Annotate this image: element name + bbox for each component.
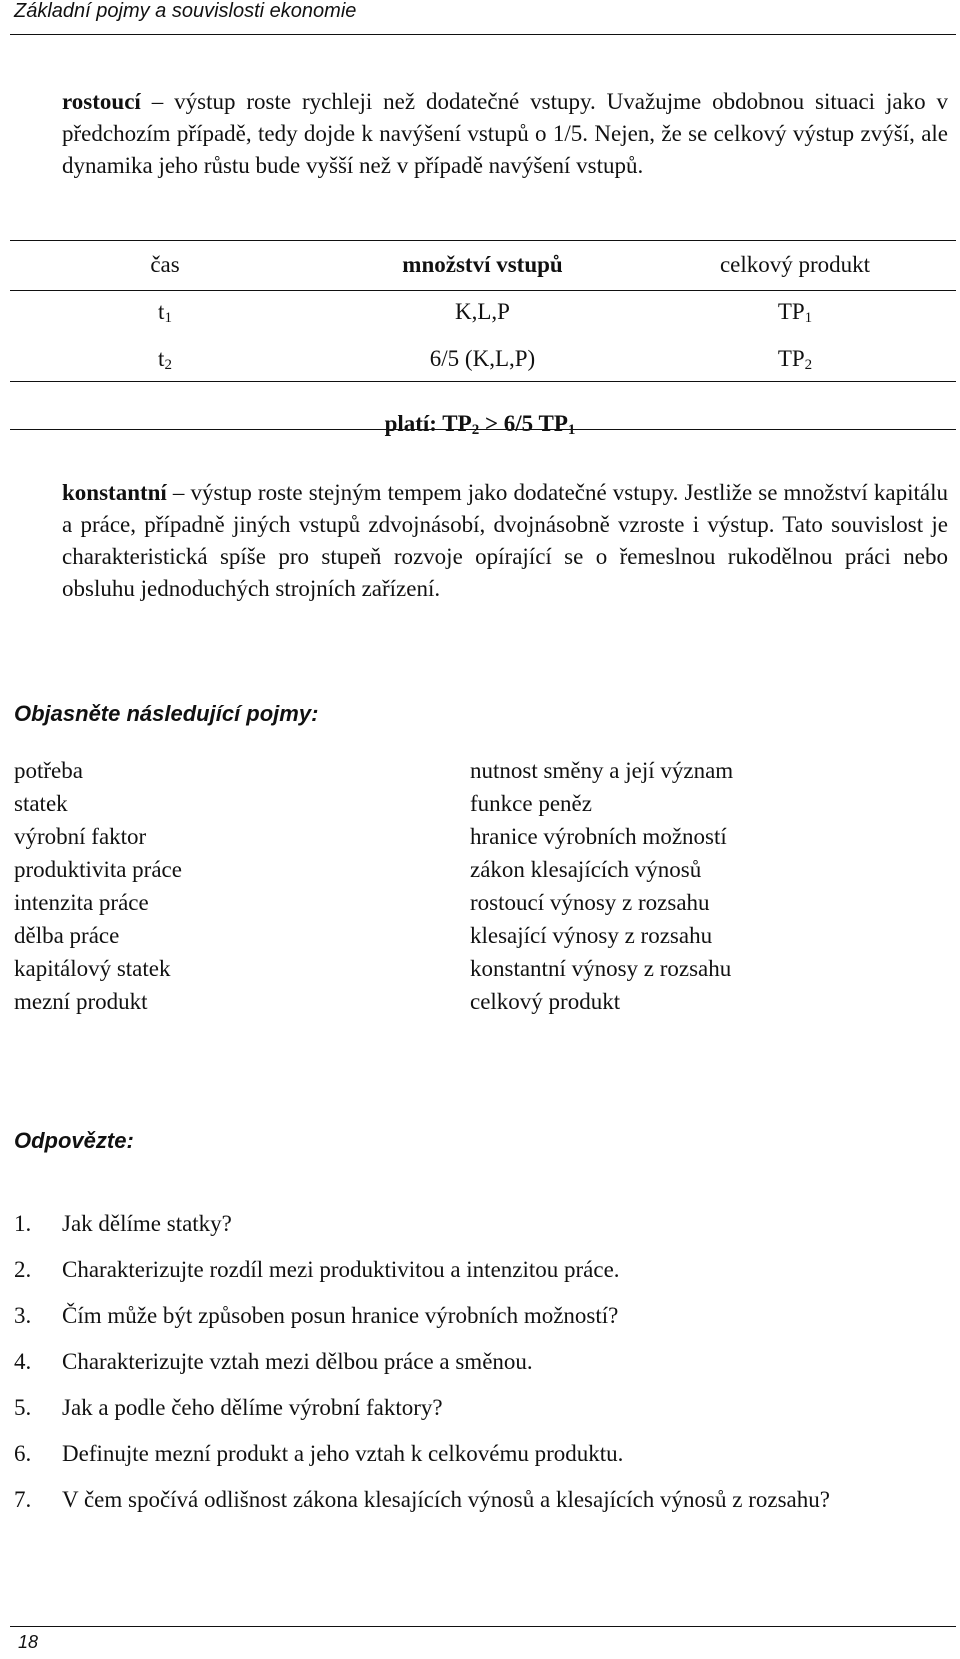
table-header-product: celkový produkt bbox=[719, 252, 871, 277]
terms-left-list bbox=[14, 754, 182, 1018]
question-item: 7. V čem spočívá odlišnost zákona klesajících výnosů a klesajících výnosů z rozsahu? bbox=[14, 1487, 830, 1512]
table-row-2-time: $t_2$ bbox=[158, 346, 172, 373]
list-item: konstantní výnosy z rozsahu bbox=[470, 956, 732, 981]
list-item: dělba práce bbox=[14, 923, 120, 948]
answer-heading: Odpovězte: bbox=[14, 1128, 134, 1153]
footer-rule bbox=[10, 1626, 956, 1627]
list-item: kapitálový statek bbox=[14, 956, 171, 981]
list-item: statek bbox=[14, 791, 68, 816]
list-item: zákon klesajících výnosů bbox=[470, 857, 702, 882]
list-item: funkce peněz bbox=[470, 791, 592, 816]
paragraph-rostouci-text: – výstup roste rychleji než dodatečné vstupy. Uvažujme obdobnou situaci jako v předchozím případě, tedy dojde k navýšení vstupů o 1/5. Nejen, že se celkový výstup zvýší, ale dynamika jeho růstu bude vyšší než v případě navýšení vstupů. bbox=[62, 89, 948, 178]
paragraph-konstantni-text: – výstup roste stejným tempem jako dodatečné vstupy. Jestliže se množství kapitálu a práce, případně jiných vstupů zdvojnásobí, dvojnásobně vzroste i výstup. Tato souvislost je charakteristická spíše pro stupeň rozvoje opírající se o řemeslnou rukodělnou práci nebo obsluhu jednoduchých strojních zařízení. bbox=[62, 480, 948, 601]
list-item: produktivita práce bbox=[14, 857, 182, 882]
term-rostouci: rostoucí bbox=[62, 89, 141, 114]
list-item: rostoucí výnosy z rozsahu bbox=[470, 890, 710, 915]
table-body-rule bbox=[10, 381, 956, 382]
question-item: 5. Jak a podle čeho dělíme výrobní faktory? bbox=[14, 1395, 443, 1420]
list-item: výrobní faktor bbox=[14, 824, 147, 849]
questions-list bbox=[14, 1208, 948, 1516]
table-header-time: čas bbox=[150, 252, 180, 277]
list-item: celkový produkt bbox=[470, 989, 621, 1014]
table-row-1-time: $t_1$ bbox=[158, 299, 172, 326]
table-row-2-product: $TP_2$ bbox=[777, 346, 813, 373]
question-item: 1. Jak dělíme statky? bbox=[14, 1211, 232, 1236]
question-item: 3. Čím může být způsoben posun hranice výrobních možností? bbox=[14, 1303, 619, 1328]
term-konstantni: konstantní bbox=[62, 480, 167, 505]
paragraph-konstantni bbox=[62, 477, 948, 605]
question-item: 6. Definujte mezní produkt a jeho vztah k celkovému produktu. bbox=[14, 1441, 624, 1466]
paragraph-rostouci bbox=[62, 86, 948, 182]
list-item: potřeba bbox=[14, 758, 83, 783]
table-row-2-inputs: 6/5 (K,L,P) bbox=[429, 346, 536, 371]
explain-heading: Objasněte následující pojmy: bbox=[14, 701, 319, 726]
question-item: 4. Charakterizujte vztah mezi dělbou práce a směnou. bbox=[14, 1349, 533, 1374]
list-item: hranice výrobních možností bbox=[470, 824, 727, 849]
list-item: intenzita práce bbox=[14, 890, 149, 915]
table-footer-formula: platí: $TP_2 > 6/5$ $TP_1$ bbox=[384, 411, 576, 438]
table-row-1-inputs: K,L,P bbox=[455, 299, 510, 324]
terms-right-list bbox=[470, 754, 733, 1018]
header-rule bbox=[10, 34, 956, 35]
table-bottom-rule bbox=[10, 429, 956, 430]
running-header: Základní pojmy a souvislosti ekonomie bbox=[14, 0, 357, 22]
list-item: nutnost směny a její význam bbox=[470, 758, 734, 783]
page-number: 18 bbox=[18, 1632, 39, 1652]
table-top-rule bbox=[10, 240, 956, 241]
question-item: 2. Charakterizujte rozdíl mezi produktivitou a intenzitou práce. bbox=[14, 1257, 620, 1282]
list-item: mezní produkt bbox=[14, 989, 148, 1014]
table-row-1-product: $TP_1$ bbox=[777, 299, 813, 326]
table-header-rule bbox=[10, 290, 956, 291]
table-header-inputs: množství vstupů bbox=[402, 252, 563, 277]
list-item: klesající výnosy z rozsahu bbox=[470, 923, 713, 948]
